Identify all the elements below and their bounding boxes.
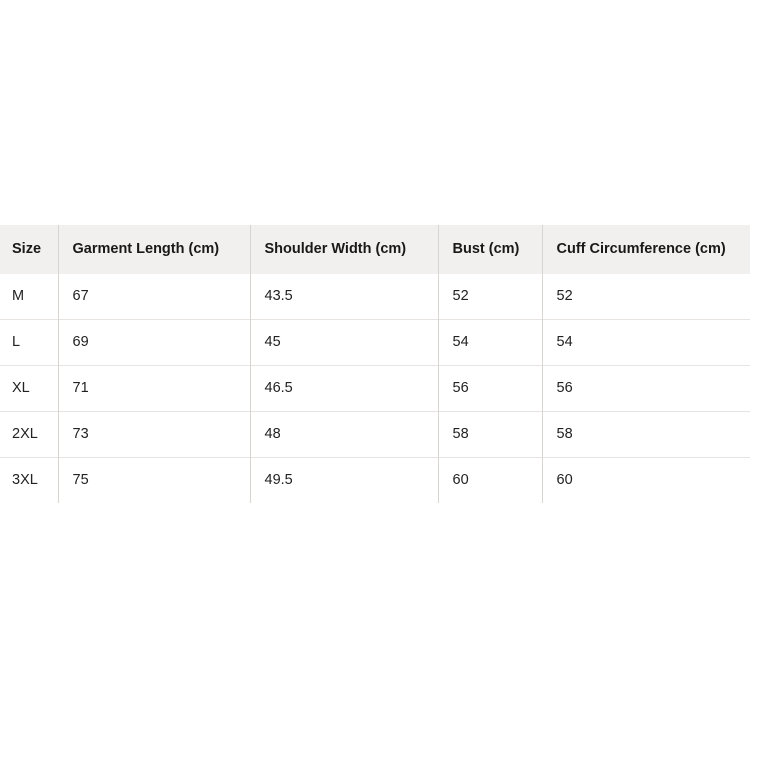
cell-garment-length: 71 [58, 366, 250, 412]
cell-shoulder-width: 46.5 [250, 366, 438, 412]
cell-size: XL [0, 366, 58, 412]
cell-shoulder-width: 43.5 [250, 274, 438, 320]
table-row [0, 412, 750, 458]
cell-bust: 60 [438, 458, 542, 504]
cell-cuff-circumference: 60 [542, 458, 750, 504]
cell-garment-length: 69 [58, 320, 250, 366]
cell-bust: 56 [438, 366, 542, 412]
column-header-bust: Bust (cm) [438, 225, 542, 274]
table-header [0, 225, 750, 274]
cell-garment-length: 75 [58, 458, 250, 504]
cell-bust: 58 [438, 412, 542, 458]
cell-bust: 54 [438, 320, 542, 366]
cell-size: L [0, 320, 58, 366]
cell-size: M [0, 274, 58, 320]
table-row [0, 458, 750, 504]
cell-size: 2XL [0, 412, 58, 458]
table-row [0, 274, 750, 320]
column-header-garment-length: Garment Length (cm) [58, 225, 250, 274]
cell-size: 3XL [0, 458, 58, 504]
cell-cuff-circumference: 54 [542, 320, 750, 366]
cell-bust: 52 [438, 274, 542, 320]
cell-cuff-circumference: 52 [542, 274, 750, 320]
cell-shoulder-width: 49.5 [250, 458, 438, 504]
column-header-size: Size [0, 225, 58, 274]
column-header-cuff-circumference: Cuff Circumference (cm) [542, 225, 750, 274]
table-body [0, 274, 750, 503]
column-header-shoulder-width: Shoulder Width (cm) [250, 225, 438, 274]
cell-garment-length: 67 [58, 274, 250, 320]
cell-cuff-circumference: 56 [542, 366, 750, 412]
cell-garment-length: 73 [58, 412, 250, 458]
size-chart-table [0, 225, 750, 503]
cell-cuff-circumference: 58 [542, 412, 750, 458]
size-chart-container [0, 225, 750, 503]
table-row [0, 320, 750, 366]
cell-shoulder-width: 45 [250, 320, 438, 366]
table-row [0, 366, 750, 412]
cell-shoulder-width: 48 [250, 412, 438, 458]
table-header-row [0, 225, 750, 274]
